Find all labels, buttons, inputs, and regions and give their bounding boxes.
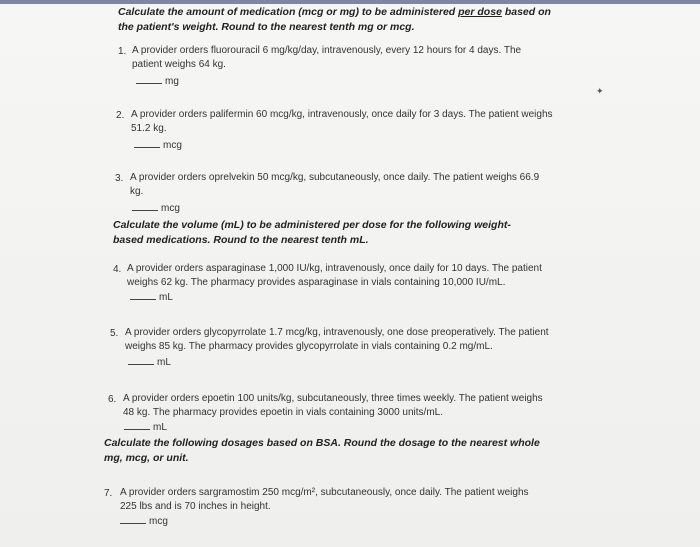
question-number: 7. (104, 488, 113, 499)
section-heading-bsa: Calculate the following dosages based on BSA. Round the dosage to the nearest whole mg, mcg, or unit. (104, 437, 540, 464)
answer-blank: mL (124, 422, 167, 433)
top-edge (0, 0, 700, 4)
question-text: A provider orders sargramostim 250 mcg/m², subcutaneously, once daily. The patient weighs 225 lbs and is 70 inches in height. (120, 487, 529, 512)
question-number: 6. (108, 394, 117, 405)
answer-blank: mcg (120, 516, 168, 527)
question-number: 2. (116, 110, 125, 121)
question-text: A provider orders oprelvekin 50 mcg/kg, subcutaneously, once daily. The patient weighs 66.9 kg. (130, 172, 540, 197)
question-text: A provider orders palifermin 60 mcg/kg, intravenously, once daily for 3 days. The patient weighs 51.2 kg. (131, 109, 553, 134)
section-heading-volume: Calculate the volume (mL) to be administered per dose for the following weight-based medications. Round to the nearest tenth mL. (113, 219, 511, 246)
answer-blank: mg (136, 76, 179, 87)
question-text: A provider orders epoetin 100 units/kg, subcutaneously, three times weekly. The patient weighs 48 kg. The pharmacy provides epoetin in vials containing 3000 units/mL. (123, 393, 543, 418)
question-number: 3. (115, 173, 124, 184)
question-text: A provider orders glycopyrrolate 1.7 mcg/kg, intravenously, one dose preoperatively. The patient weighs 85 kg. The pharmacy provides glycopyrrolate in vials containing 0.2 mg/mL. (125, 327, 549, 352)
question-number: 5. (110, 328, 119, 339)
question-number: 4. (113, 264, 122, 275)
section-heading-weight-based: Calculate the amount of medication (mcg or mg) to be administered per dose based on the patient's weight. Round to the nearest tenth mg or mcg. (118, 6, 551, 33)
question-text: A provider orders fluorouracil 6 mg/kg/day, intravenously, every 12 hours for 4 days. The patient weighs 64 kg. (132, 45, 522, 70)
answer-blank: mL (128, 357, 171, 368)
pen-mark: ✦ (596, 86, 604, 96)
answer-blank: mcg (134, 140, 182, 151)
answer-blank: mcg (132, 203, 180, 214)
question-number: 1. (118, 46, 127, 57)
question-text: A provider orders asparaginase 1,000 IU/kg, intravenously, once daily for 10 days. The patient weighs 62 kg. The pharmacy provides asparaginase in vials containing 10,000 IU/mL. (127, 263, 542, 288)
answer-blank: mL (130, 292, 173, 303)
